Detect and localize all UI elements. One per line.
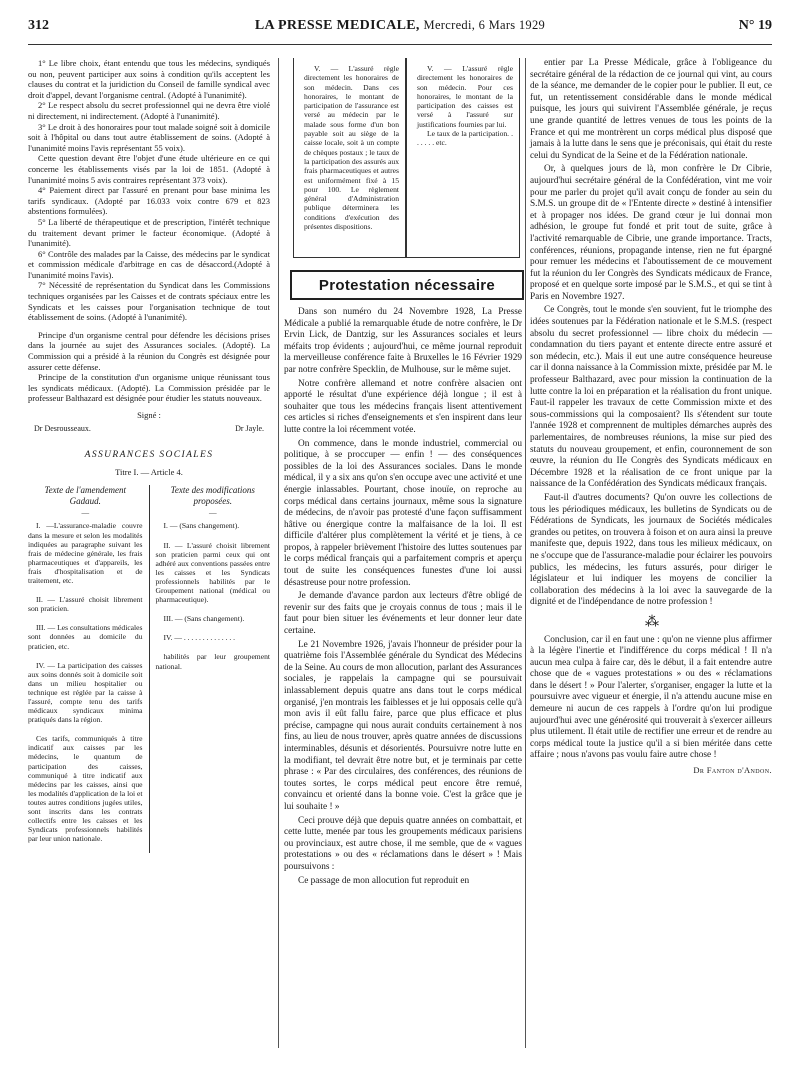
journal-title-line <box>28 18 772 34</box>
article-paragraph: On commence, dans le monde industriel, commercial ou politique, à se proccuper — enfin ! — des conséquences possibles de la loi des Assurances sociales. Dans le monde médical, il y a six ans qu'on s'en occupe avec une activité et une énergie inlassables. Pourtant, chose inouïe, on reproche au corps médical dans certains journaux, même sous la signature de médecins, de n'avoir pas protesté d'une façon suffisamment hâtive ou énergique contre la malfaisance de la loi. Il est difficile d'altérer plus complètement la vérité et je tiens, à ce propos, à rappeler brièvement l'histoire des luttes soutenues par le corps médical français qui a parfaitement compris et aperçu tout de suite les conséquences funestes d'une loi aussi désastreuse pour notre profession. <box>284 438 522 588</box>
journal-title: LA PRESSE MEDICALE, <box>254 18 420 33</box>
issue-date: Mercredi, 6 Mars 1929 <box>423 18 546 32</box>
modification-text: V. — L'assuré règle directement les honoraires de son médecin. Pour ces honoraires, le montant de la participation des caisses est versé à l'assuré sur justifications fournies par lui. <box>417 64 513 129</box>
signatory-left: Dr Desrousseaux. <box>34 423 91 433</box>
header-rule <box>28 44 772 45</box>
principles-list <box>28 330 270 404</box>
right-heading: Texte des modifications proposées. <box>170 485 255 506</box>
resolution-paragraph: 2° Le respect absolu du secret professionnel qui ne devra être violé ni directement, ni indirectement. (Adopté à l'unanimité). <box>28 100 270 121</box>
page-number: 312 <box>28 18 49 33</box>
resolution-paragraph: 3° Le droit à des honoraires pour tout malade soigné soit à domicile soit à l'hôpital ou dans tout autre établissement de soins. (Adopté à l'unanimité moins l'avis représentant 55 voix). <box>28 121 270 153</box>
section-stars: ⁂ <box>645 614 657 630</box>
article-paragraph: Faut-il d'autres documents? Qu'on ouvre les collections de tous les périodiques médicaux, les bulletins de Syndicats ou de Fédérations de Syndicats, les journaux de Sociétés médicales grandes ou petites, on trouvera à foison et on aura ainsi la preuve manifeste que, depuis 1922, dans tous les milieux médicaux, on ne s'occupe que de l'assurance-maladie pour éclairer les pouvoirs publics, les médecins, les futurs assurés, pour diriger le législateur et lui indiquer les moyens de concilier la collaboration des médecins à la loi avec la sauvegarde de la dignité et de l'indépendance de notre profession ! <box>530 492 772 608</box>
principle-paragraph: Principe d'un organisme central pour défendre les décisions prises dans la journée au sujet des Assurances sociales. (Adopté). La Commission qui a présidé à la réunion du Congrès est désignée pour assurer cette défense. <box>28 329 270 372</box>
resolution-paragraph: Cette question devant être l'objet d'une étude ultérieure en ce qui concerne les établissements visés par la loi de 1851. (Adopté à l'unanimité moins 5 avis contraires représentant 373 voix). <box>28 153 270 185</box>
signatory-right: Dr Jayle. <box>235 423 264 433</box>
modification-paragraph: IV. — . . . . . . . . . . . . . . <box>163 633 236 643</box>
author-signature: Dr Fanton d'Andon. <box>693 765 772 776</box>
issue-number: N° 19 <box>738 18 772 33</box>
modification-text-2: Le taux de la participation. . . . . . . etc. <box>417 129 513 148</box>
article-paragraph: Ceci prouve déjà que depuis quatre années on combattait, et cette lutte, menée par tous les groupements médicaux parisiens ou provinciaux, est autre chose, il me semble, que de « vagues protestations » ou des « réclamations dans le désert » ! Mais poursuivons : <box>284 815 522 872</box>
article-title-box <box>290 270 524 300</box>
article-body-column-3 <box>530 58 772 609</box>
modification-paragraph: II. — L'assuré choisit librement son praticien parmi ceux qui ont adhéré aux conventions passées entre les caisses et les Syndicats professionnels habilités par le Groupement national (médical ou pharmaceutique). <box>155 540 270 605</box>
modification-paragraph: habilités par leur groupement national. <box>155 652 270 671</box>
modification-paragraph: I. — (Sans changement). <box>163 521 240 531</box>
signed-label: Signé : <box>137 410 161 420</box>
column-1 <box>28 58 270 853</box>
amendment-paragraph: II. — L'assuré choisit librement son praticien. <box>28 595 143 614</box>
article-paragraph: Notre confrère allemand et notre confrère alsacien ont apporté le résultat d'une expérience déjà longue ; il est à souhaiter que tous les médecins français lisent attentivement ces articles si riches d'enseignements et s'en inspirent dans leur lutte contre la loi récemment votée. <box>284 378 522 435</box>
article-paragraph: Ce Congrès, tout le monde s'en souvient, fut le triomphe des idées soutenues par la Fédération nationale et le S.M.S. (respect absolu du secret professionnel — libre choix du médecin — condamnation du tiers payant et entente directe entre assuré et son médecin, etc.). Mais il eut une autre conséquence heureuse car il donna naissance à la Commission mixte, présidée par M. le professeur Balthazard, avec pour mission la continuation de la lutte contre la loi en préparation et la réalisation du front unique. Faut-il rappeler les travaux de cette Commission mixte et des sous-commissions qui la composaient? Ils s'étendent sur toute l'année 1928 et comprennent de multiples démarches auprès des parlementaires, de nombreuses réunions, la mise sur pied des statuts du nouveau groupement, et enfin, couronnement de son œuvre, la réunion du IIe Congrès des Syndicats médicaux en Décembre 1928 et la réalisation de ce front unique par la naissance de la Confédération des Syndicats médicaux français. <box>530 305 772 490</box>
resolution-paragraph: 6° Contrôle des malades par la Caisse, des médecins par le syndicat et commission médicale d'arbitrage en cas de désaccord.(Adopté à l'unanimité moins l'avis). <box>28 248 270 280</box>
article-paragraph: Le 21 Novembre 1926, j'avais l'honneur de présider pour la quatrième fois l'Assemblée générale du Syndicat des Médecins de la Seine. Au cours de mon allocution, parlant des Assurances sociales, je rappelais la campagne qui se poursuivait inlassablement depuis quatre ans dans tout le corps médical organisé, j'en montrais les faiblesses et je lui opposais celle qu'à mon avis il eût fallu faire, parce que plus efficace et plus précise, campagne qui nous aurait conduits certainement à nos fins, au lieu de nous trouver, après quatre années de discussions interminables, désunis et désorientés. Poursuivre notre lutte en la modifiant, tel devrait être notre but, et je terminais par cette phrase : « Par des circulaires, des conférences, des réunions de toutes sortes, le corps médical peut encore être remué, convaincu et orienté dans la bonne voie. C'est la grâce que je lui souhaite ! » <box>284 639 522 812</box>
signatories <box>34 424 264 435</box>
table-right-column: Texte des modifications proposées. — I. — (Sans changement). II. — L'assuré choisit librement son praticien parmi ceux qui ont adhéré aux conventions passées entre les caisses et les Syndicats professionnels habilités par le Groupement national (médical ou pharmaceutique). III. — (Sans changement). IV. — . . . . . . . . . . . . . . habilités par leur groupement national. <box>149 485 271 853</box>
article-paragraph: Or, à quelques jours de là, mon confrère le Dr Cibrie, aujourd'hui secrétaire général de la Confédération, vint me voir pour me parler du projet qu'il avait conçu de fonder au sein du S.M.S. un groupe dit de « l'Entente directe » destiné à intensifier et à propager nos idées. De grand cœur je lui donnai mon adhésion, le groupe fut fondé et prit tout de suite, grâce à l'activité remarquable de Cibrie, une grande importance. Tracts, conférences, réunions, propagande intense, rien ne fut épargné pour remuer les médecins et l'aboutissement de ce mouvement fut la réunion du Ier Congrès des Syndicats médicaux de France, proposé et en quelque sorte imposé par le S.M.S., et qui se tint à Paris en Novembre 1927. <box>530 164 772 302</box>
article-paragraph: entier par La Presse Médicale, grâce à l'obligeance du secrétaire général de la rédaction de ce journal qui vint, au cours de la séance, me demander de le copier pour le publier. Il eut, ce fut, un retentissement considérable dans le monde médical puisque, les jours qui suivirent l'Assemblée générale, je reçus une grande quantité de lettres venues de tous les points de la France et qui me montrèrent un corps médical plus disposé que jamais à la lutte dans le sens que je préconisais, qui était du reste celui du Syndicat de la Seine et de la Fédération nationale. <box>530 58 772 161</box>
article-title: Protestation nécessaire <box>318 276 496 294</box>
amendment-paragraph: III. — Les consultations médicales sont données au domicile du praticien, etc. <box>28 623 143 651</box>
comparison-table <box>28 485 270 853</box>
resolution-paragraph: 5° La liberté de thérapeutique et de prescription, l'intérêt technique du traitement devant primer le facteur économique. (Adopté à l'unanimité). <box>28 216 270 249</box>
left-heading: Texte de l'amendement Gadaud. <box>44 485 127 506</box>
article-title: Titre I. — Article 4. <box>115 466 183 477</box>
amendment-box-right <box>406 58 520 258</box>
conclusion <box>530 635 772 763</box>
amendment-paragraph: Ces tarifs, communiqués à titre indicatif aux caisses par les médecins, le quantum de participation des caisses, communiqué à titre indicatif aux médecins par les caisses, ainsi que les modalités d'application de la loi et toutes autres conditions jugées utiles, sont inscrits dans les contrats collectifs entre les caisses et les Syndicats professionnels habilités par leur union nationale. <box>28 734 143 844</box>
modification-paragraph: III. — (Sans changement). <box>163 614 245 624</box>
resolution-paragraph: 4° Paiement direct par l'assuré en prenant pour base minima les tarifs syndicaux. (Adopté par 16.033 voix contre 679 et 823 abstentions formulées). <box>28 185 270 217</box>
amendment-box-left <box>293 58 406 258</box>
resolutions-list <box>28 58 270 323</box>
column-3 <box>530 58 772 777</box>
amendment-paragraph: I. —L'assurance-maladie couvre dans la mesure et selon les modalités indiquées au paragraphe suivant les frais de médecine générale, les frais pharmaceutiques et d'appareils, les frais d'hospitalisation et de traitement, etc. <box>28 521 143 586</box>
column-divider <box>525 58 526 1048</box>
conclusion-paragraph: Conclusion, car il en faut une : qu'on ne vienne plus affirmer à la légère l'inertie et l'indifférence du corps médical ! Il n'a aucun mea culpa à faire car, dès le début, il a fait entendre autre chose que de « vagues protestations » ou des « réclamations dans le désert ! » Pour l'alerter, s'organiser, engager la lutte et la poursuivre avec vigueur et énergie, il n'a attendu aucune mise en demeure ni aucun de ces rappels à l'ordre qu'on lui prodigue aujourd'hui avec une générosité qui trouverait à s'exercer ailleurs plus utilement. Il était utile de rectifier une erreur et de rendre au corps médical toute la justice qu'il a si bien méritée dans cette affaire ; nous n'avons pas voulu faire autre chose ! <box>530 634 772 761</box>
article-paragraph: Je demande d'avance pardon aux lecteurs d'être obligé de revenir sur des faits que je croyais connus de tous ; mais il le faut pour bien situer les événements et leur donner leur date certaine. <box>284 591 522 637</box>
article-body-column-2 <box>284 307 522 889</box>
table-left-column: Texte de l'amendement Gadaud. — I. —L'assurance-maladie couvre dans la mesure et selon les modalités indiquées au paragraphe suivant les frais de médecine générale, les frais pharmaceutiques et d'appareils, les frais d'hospitalisation et de traitement, etc. II. — L'assuré choisit librement son praticien. III. — Les consultations médicales sont données au domicile du praticien, etc. IV. — La participation des caisses aux soins donnés soit à domicile soit dans un milieu hospitalier ou technique est réglée par la caisse à l'assuré, compte tenu des tarifs médicaux syndicaux minima pratiqués dans la région. Ces tarifs, communiqués à titre indicatif aux caisses par les médecins, le quantum de participation des caisses, communiqué à titre indicatif aux médecins par les caisses, ainsi que les modalités d'application de la loi et toutes autres conditions jugées utiles, sont inscrits dans les contrats collectifs entre les caisses et les Syndicats professionnels habilités par leur union nationale. <box>28 485 143 844</box>
amendment-paragraph: IV. — La participation des caisses aux soins donnés soit à domicile soit dans un milieu hospitalier ou technique est réglée par la caisse à l'assuré, compte tenu des tarifs médicaux syndicaux minima pratiqués dans la région. <box>28 660 143 725</box>
article-paragraph: Ce passage de mon allocution fut reproduit en <box>298 875 470 886</box>
column-divider <box>278 58 279 1048</box>
resolution-paragraph: 1° Le libre choix, étant entendu que tous les médecins, syndiqués ou non, peuvent participer aux soins à condition qu'ils acceptent les clauses du contrat et la juridiction du Conseil de famille syndical avec droit d'appel, devant l'organisme central. (Adopté à l'unanimité). <box>28 58 270 100</box>
resolution-paragraph: 7° Nécessité de représentation du Syndicat dans les Commissions techniques organisées par les Caisses et de contrats spéciaux entre les Syndicats et les caisses pour l'organisation technique de tout établissement de soins. (Adopté à l'unanimité). <box>28 280 270 323</box>
principle-paragraph: Principe de la constitution d'un organisme unique réunissant tous les syndicats médicaux. (Adopté). La Commission présidée par le professeur Balthazard est désignée pour étudier les statuts nouveaux. <box>28 372 270 404</box>
assurances-title: ASSURANCES SOCIALES <box>84 450 214 461</box>
page-header <box>28 18 772 42</box>
amendment-text: V. — L'assuré règle directement les honoraires de son médecin. Dans ces honoraires, le montant de participation de l'assurance est versé au médecin par le malade sous forme d'un bon payable soit au siège de la caisse locale, soit à un compte de chèques postaux ; le taux de la participation des assurés aux frais pharmaceutiques et autres est uniformément fixé à 15 pour 100. Le règlement général d'Administration publique déterminera les conditions d'exécution des présentes dispositions. <box>304 64 399 232</box>
article-paragraph: Dans son numéro du 24 Novembre 1928, La Presse Médicale a publié la remarquable étude de notre confrère, le Dr Ervin Lick, de Dantzig, sur les Assurances sociales et leurs méfaits trop évidents ; aujourd'hui, ce même journal reproduit la merveilleuse conférence faite à Bruxelles le 16 Février 1929 par notre confrère Specklin, de Mulhouse, sur le même sujet. <box>284 307 522 375</box>
